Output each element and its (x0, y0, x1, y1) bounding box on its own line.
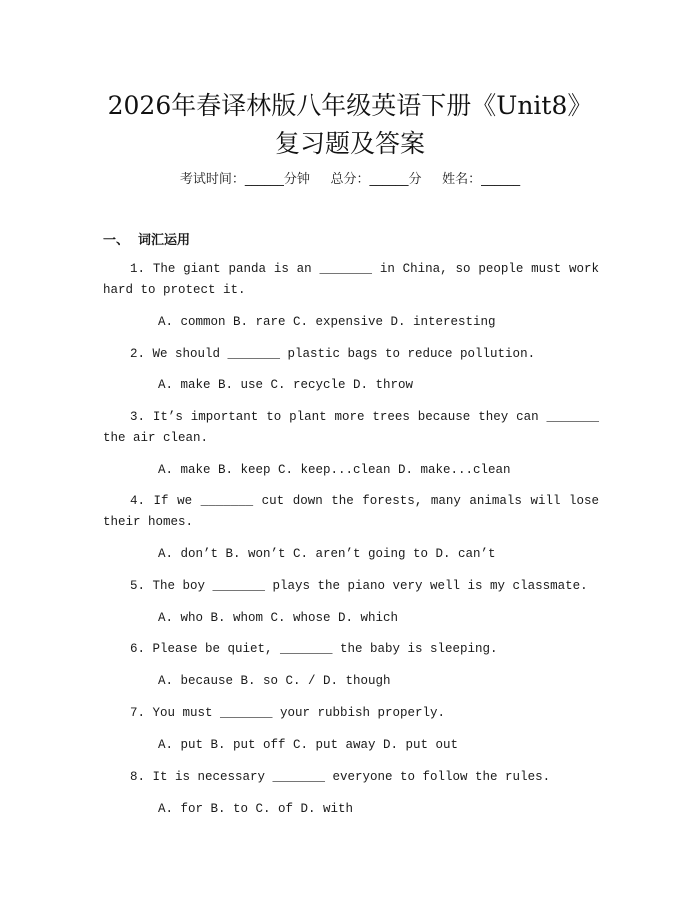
question-2: 2. We should _______ plastic bags to reduce pollution. (130, 347, 536, 361)
question-5-options: A. who B. whom C. whose D. which (158, 611, 399, 625)
question-7-options: A. put B. put off C. put away D. put out (158, 738, 459, 752)
question-8-options: A. for B. to C. of D. with (158, 802, 354, 816)
question-2-options: A. make B. use C. recycle D. throw (158, 378, 414, 392)
question-4-options: A. don’t B. won’t C. aren’t going to D. can’t (158, 547, 496, 561)
question-7: 7. You must _______ your rubbish properly. (130, 706, 446, 720)
question-4: 4. If we _______ cut down the forests, many animals will lose their homes. (103, 494, 599, 529)
question-8: 8. It is necessary _______ everyone to follow the rules. (130, 770, 551, 784)
question-6-options: A. because B. so C. / D. though (158, 674, 391, 688)
question-6: 6. Please be quiet, _______ the baby is sleeping. (130, 642, 498, 656)
question-1-options: A. common B. rare C. expensive D. interesting (158, 315, 496, 329)
question-5: 5. The boy _______ plays the piano very well is my classmate. (130, 579, 588, 593)
page-title-line2: 复习题及答案 (274, 129, 425, 158)
section-heading: 一、 词汇运用 (103, 233, 191, 248)
exam-info: 考试时间：______分钟 总分：______分 姓名：______ (179, 172, 521, 187)
question-3-options: A. make B. keep C. keep...clean D. make...clean (158, 463, 511, 477)
question-1: 1. The giant panda is an _______ in China, so people must work hard to protect it. (103, 262, 599, 297)
question-3: 3. It’s important to plant more trees because they can _______ the air clean. (103, 410, 599, 445)
page-title-line1: 2026年春译林版八年级英语下册《Unit8》 (107, 91, 593, 120)
